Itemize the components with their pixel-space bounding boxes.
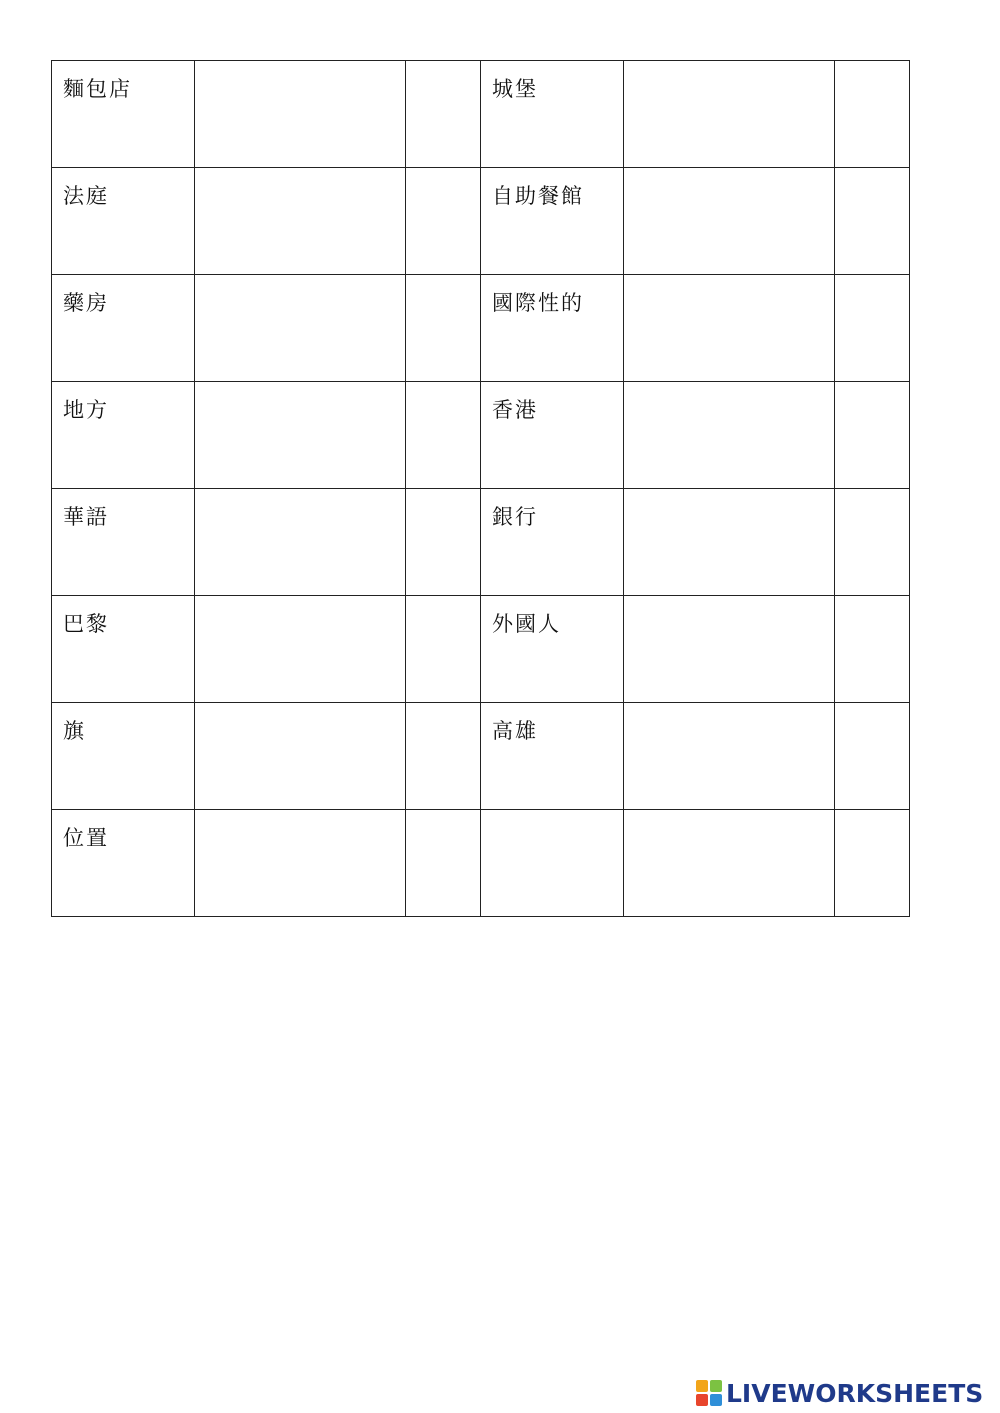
left-check-cell[interactable] bbox=[406, 810, 481, 917]
table-row bbox=[52, 810, 910, 917]
table-row bbox=[52, 275, 910, 382]
left-check-cell[interactable] bbox=[406, 596, 481, 703]
left-word-cell: 法庭 bbox=[52, 168, 195, 275]
right-answer-cell[interactable] bbox=[624, 810, 835, 917]
left-check-cell[interactable] bbox=[406, 168, 481, 275]
left-word-cell: 旗 bbox=[52, 703, 195, 810]
logo-square-icon bbox=[696, 1380, 708, 1392]
liveworksheets-logo-icon bbox=[696, 1380, 722, 1406]
logo-square-icon bbox=[696, 1394, 708, 1406]
right-word-cell: 國際性的 bbox=[481, 275, 624, 382]
table-row bbox=[52, 61, 910, 168]
left-word-cell: 巴黎 bbox=[52, 596, 195, 703]
right-check-cell[interactable] bbox=[835, 810, 910, 917]
left-answer-cell[interactable] bbox=[195, 810, 406, 917]
table-row bbox=[52, 489, 910, 596]
left-word-cell: 位置 bbox=[52, 810, 195, 917]
left-check-cell[interactable] bbox=[406, 489, 481, 596]
table-row bbox=[52, 596, 910, 703]
right-word-cell bbox=[481, 810, 624, 917]
vocabulary-table bbox=[51, 60, 910, 917]
right-check-cell[interactable] bbox=[835, 168, 910, 275]
right-word-cell: 香港 bbox=[481, 382, 624, 489]
left-answer-cell[interactable] bbox=[195, 382, 406, 489]
logo-square-icon bbox=[710, 1394, 722, 1406]
left-check-cell[interactable] bbox=[406, 703, 481, 810]
left-check-cell[interactable] bbox=[406, 275, 481, 382]
right-check-cell[interactable] bbox=[835, 275, 910, 382]
left-answer-cell[interactable] bbox=[195, 275, 406, 382]
right-check-cell[interactable] bbox=[835, 382, 910, 489]
right-word-cell: 銀行 bbox=[481, 489, 624, 596]
left-word-cell: 華語 bbox=[52, 489, 195, 596]
table-row bbox=[52, 703, 910, 810]
left-answer-cell[interactable] bbox=[195, 61, 406, 168]
right-word-cell: 自助餐館 bbox=[481, 168, 624, 275]
right-check-cell[interactable] bbox=[835, 489, 910, 596]
left-answer-cell[interactable] bbox=[195, 703, 406, 810]
right-answer-cell[interactable] bbox=[624, 275, 835, 382]
right-answer-cell[interactable] bbox=[624, 382, 835, 489]
left-answer-cell[interactable] bbox=[195, 596, 406, 703]
left-answer-cell[interactable] bbox=[195, 168, 406, 275]
left-word-cell: 地方 bbox=[52, 382, 195, 489]
right-answer-cell[interactable] bbox=[624, 489, 835, 596]
right-word-cell: 高雄 bbox=[481, 703, 624, 810]
right-check-cell[interactable] bbox=[835, 596, 910, 703]
logo-square-icon bbox=[710, 1380, 722, 1392]
right-word-cell: 城堡 bbox=[481, 61, 624, 168]
brand-text: LIVEWORKSHEETS bbox=[726, 1378, 984, 1408]
left-check-cell[interactable] bbox=[406, 382, 481, 489]
right-check-cell[interactable] bbox=[835, 61, 910, 168]
table-row bbox=[52, 168, 910, 275]
liveworksheets-brand bbox=[696, 1377, 983, 1409]
right-answer-cell[interactable] bbox=[624, 61, 835, 168]
table-row bbox=[52, 382, 910, 489]
right-answer-cell[interactable] bbox=[624, 596, 835, 703]
right-check-cell[interactable] bbox=[835, 703, 910, 810]
right-answer-cell[interactable] bbox=[624, 703, 835, 810]
left-word-cell: 藥房 bbox=[52, 275, 195, 382]
right-word-cell: 外國人 bbox=[481, 596, 624, 703]
right-answer-cell[interactable] bbox=[624, 168, 835, 275]
left-answer-cell[interactable] bbox=[195, 489, 406, 596]
left-check-cell[interactable] bbox=[406, 61, 481, 168]
left-word-cell: 麵包店 bbox=[52, 61, 195, 168]
